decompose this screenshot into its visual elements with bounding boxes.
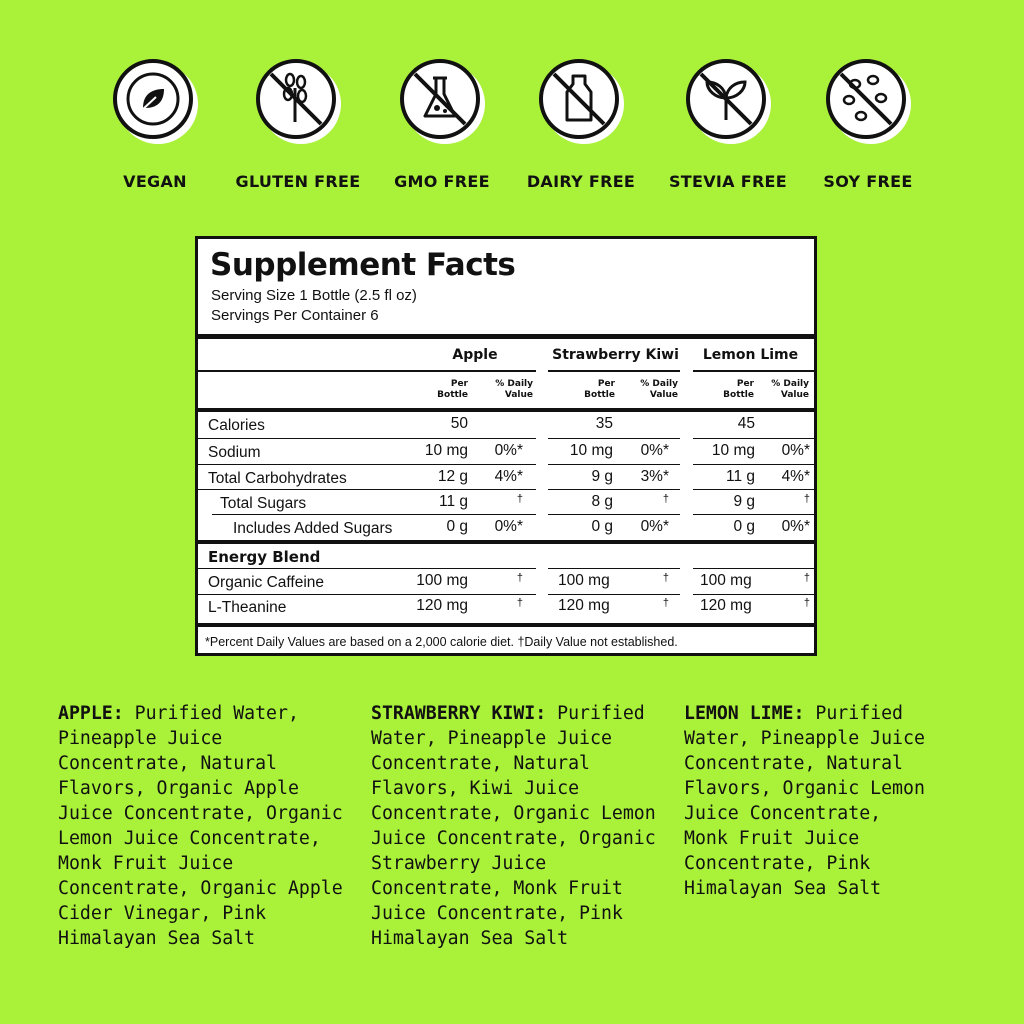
- dv-apple-sugars: †: [516, 493, 523, 505]
- value-lemon-lime-sugars: 9 g: [733, 493, 755, 510]
- badge-row: [0, 0, 1024, 200]
- ingredients-text: Purified Water, Pineapple Juice Concentrate, Natural Flavors, Organic Lemon Juice Concentrate, Monk Fruit Juice Concentrate, Pink Himalayan Sea Salt: [684, 703, 925, 899]
- dv-lemon-lime-sodium: 0%*: [781, 442, 810, 459]
- column-header-strawberry-kiwi: Strawberry Kiwi: [552, 347, 679, 363]
- divider-thick: [198, 408, 814, 412]
- column-header-apple: Apple: [452, 347, 498, 363]
- per-bottle-label: Per Bottle: [437, 379, 468, 400]
- daily-value-label: % Daily Value: [495, 379, 533, 400]
- dv-apple-theanine: †: [516, 597, 523, 609]
- dv-lemon-lime-carbs: 4%*: [781, 468, 810, 485]
- badge-label: GLUTEN FREE: [235, 172, 361, 191]
- row-label-sodium: Sodium: [208, 444, 261, 461]
- dv-strawberry-kiwi-carbs: 3%*: [640, 468, 669, 485]
- no-soy-icon: [825, 58, 907, 140]
- ingredients-text: Purified Water, Pineapple Juice Concentrate, Natural Flavors, Organic Apple Juice Concentrate, Organic Lemon Juice Concentrate, Monk Fruit Juice Concentrate, Organic Apple Cider Vinegar, Pink Himalayan Sea Salt: [58, 703, 343, 949]
- badge-label: GMO FREE: [394, 172, 490, 191]
- ingredients-apple: [58, 701, 348, 951]
- dv-apple-carbs: 4%*: [494, 468, 523, 485]
- value-apple-carbs: 12 g: [437, 468, 468, 485]
- value-strawberry-kiwi-carbs: 9 g: [591, 468, 613, 485]
- value-strawberry-kiwi-sugars: 8 g: [591, 493, 613, 510]
- ingredients-lemon-lime: [684, 701, 934, 901]
- dv-lemon-lime-added-sugars: 0%*: [781, 518, 810, 535]
- ingredients-name: APPLE:: [58, 703, 124, 724]
- badge-label: DAIRY FREE: [526, 172, 636, 191]
- per-bottle-label: Per Bottle: [723, 379, 754, 400]
- daily-value-label: % Daily Value: [640, 379, 678, 400]
- row-label-total-sugars: Total Sugars: [220, 495, 307, 512]
- no-gmo-flask-icon: [399, 58, 481, 140]
- dv-lemon-lime-caffeine: †: [803, 572, 810, 584]
- no-stevia-leaf-icon: [685, 58, 767, 140]
- energy-blend-title: Energy Blend: [208, 548, 321, 566]
- value-lemon-lime-sodium: 10 mg: [711, 442, 755, 459]
- value-strawberry-kiwi-sodium: 10 mg: [569, 442, 613, 459]
- footnote: *Percent Daily Values are based on a 2,000 calorie diet. †Daily Value not established.: [205, 635, 678, 649]
- divider-thick: [198, 540, 814, 544]
- badge-label: VEGAN: [123, 172, 187, 191]
- supplement-facts-panel: [195, 236, 817, 656]
- badge-stevia-free: [653, 58, 803, 191]
- value-apple-added-sugars: 0 g: [446, 518, 468, 535]
- dv-strawberry-kiwi-added-sugars: 0%*: [640, 518, 669, 535]
- row-label-total-carbohydrates: Total Carbohydrates: [208, 470, 347, 487]
- servings-per-container: Servings Per Container 6: [211, 307, 379, 324]
- value-lemon-lime-carbs: 11 g: [725, 468, 755, 485]
- value-apple-sugars: 11 g: [438, 493, 468, 510]
- ingredients-name: STRAWBERRY KIWI:: [371, 703, 547, 724]
- value-lemon-lime-calories: 45: [737, 415, 755, 432]
- value-lemon-lime-theanine: 120 mg: [700, 597, 752, 614]
- no-wheat-icon: [255, 58, 337, 140]
- row-label-calories: Calories: [208, 417, 265, 434]
- dv-apple-sodium: 0%*: [494, 442, 523, 459]
- value-apple-calories: 50: [450, 415, 468, 432]
- badge-label: SOY FREE: [823, 172, 913, 191]
- divider-thick: [198, 334, 814, 339]
- value-apple-theanine: 120 mg: [416, 597, 468, 614]
- dv-strawberry-kiwi-caffeine: †: [662, 572, 669, 584]
- badge-vegan: [80, 58, 230, 191]
- serving-size: Serving Size 1 Bottle (2.5 fl oz): [211, 287, 417, 304]
- badge-dairy-free: [506, 58, 656, 191]
- badge-gluten-free: [223, 58, 373, 191]
- badge-gmo-free: [367, 58, 517, 191]
- leaf-icon: [112, 58, 194, 140]
- row-label-l-theanine: L-Theanine: [208, 599, 287, 616]
- dv-strawberry-kiwi-theanine: †: [662, 597, 669, 609]
- divider-thick: [198, 623, 814, 627]
- column-header-lemon-lime: Lemon Lime: [702, 347, 799, 363]
- value-apple-caffeine: 100 mg: [416, 572, 468, 589]
- badge-label: STEVIA FREE: [668, 172, 788, 191]
- dv-strawberry-kiwi-sodium: 0%*: [640, 442, 669, 459]
- value-apple-sodium: 10 mg: [424, 442, 468, 459]
- value-strawberry-kiwi-added-sugars: 0 g: [591, 518, 613, 535]
- dv-apple-added-sugars: 0%*: [494, 518, 523, 535]
- ingredients-strawberry-kiwi: [371, 701, 661, 951]
- value-strawberry-kiwi-caffeine: 100 mg: [558, 572, 610, 589]
- dv-apple-caffeine: †: [516, 572, 523, 584]
- value-lemon-lime-added-sugars: 0 g: [733, 518, 755, 535]
- per-bottle-label: Per Bottle: [584, 379, 615, 400]
- value-strawberry-kiwi-calories: 35: [595, 415, 613, 432]
- value-lemon-lime-caffeine: 100 mg: [700, 572, 752, 589]
- no-milk-icon: [538, 58, 620, 140]
- facts-title: Supplement Facts: [210, 247, 516, 283]
- daily-value-label: % Daily Value: [771, 379, 809, 400]
- dv-strawberry-kiwi-sugars: †: [662, 493, 669, 505]
- dv-lemon-lime-sugars: †: [803, 493, 810, 505]
- row-label-added-sugars: Includes Added Sugars: [233, 520, 393, 537]
- value-strawberry-kiwi-theanine: 120 mg: [558, 597, 610, 614]
- badge-soy-free: [793, 58, 943, 191]
- row-label-organic-caffeine: Organic Caffeine: [208, 574, 325, 591]
- ingredients-name: LEMON LIME:: [684, 703, 805, 724]
- ingredients-text: Purified Water, Pineapple Juice Concentrate, Natural Flavors, Kiwi Juice Concentrate, Organic Lemon Juice Concentrate, Organic Strawberry Juice Concentrate, Monk Fruit Juice Concentrate, Pink Himalayan Sea Salt: [371, 703, 656, 949]
- dv-lemon-lime-theanine: †: [803, 597, 810, 609]
